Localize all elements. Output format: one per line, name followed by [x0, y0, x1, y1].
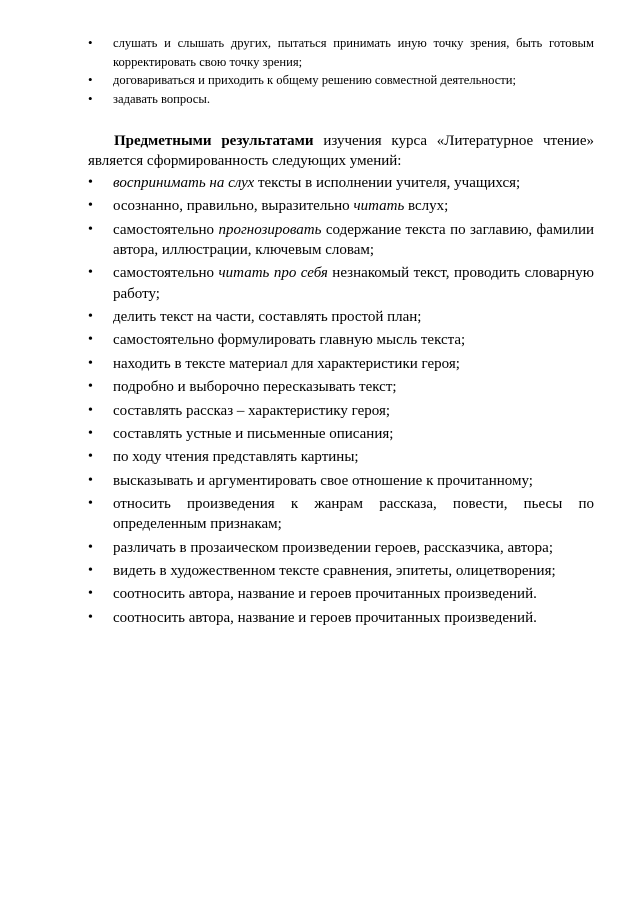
list-item-text: видеть в художественном тексте сравнения, эпитеты, олицетворения;	[113, 563, 556, 580]
list-item	[0, 90, 638, 109]
list-item	[0, 377, 638, 397]
bullet-icon: •	[88, 563, 93, 579]
list-item-emphasis: воспринимать на слух	[113, 175, 255, 191]
communicative-skills-list	[0, 34, 638, 108]
list-item-text: вслух;	[404, 198, 449, 215]
list-item-text: делить текст на части, составлять простой план;	[113, 308, 422, 325]
bullet-icon: •	[88, 332, 93, 348]
bullet-icon: •	[88, 221, 93, 237]
bullet-icon: •	[88, 72, 93, 87]
list-item-text: задавать вопросы.	[113, 91, 211, 106]
list-item-emphasis: читать	[353, 198, 405, 215]
list-item-text: относить произведения к жанрам рассказа, повести, пьесы по определенным признакам;	[113, 496, 594, 533]
list-item-text: высказывать и аргументировать свое отношение к прочитанному;	[113, 472, 533, 489]
list-item	[0, 307, 638, 327]
list-item-text: соотносить автора, название и героев прочитанных произведений.	[113, 609, 537, 626]
list-item-text: составлять устные и письменные описания;	[113, 425, 394, 442]
bullet-icon: •	[88, 198, 93, 214]
list-item	[0, 538, 638, 558]
list-item-text: находить в тексте материал для характеристики героя;	[113, 355, 460, 372]
list-item	[0, 424, 638, 444]
bullet-icon: •	[88, 496, 93, 512]
bullet-icon: •	[88, 449, 93, 465]
list-item-text: самостоятельно	[113, 265, 219, 282]
list-item	[0, 263, 638, 303]
list-item	[0, 584, 638, 604]
bullet-icon: •	[88, 402, 93, 418]
list-item	[0, 330, 638, 350]
list-item-emphasis: прогнозировать	[218, 221, 322, 238]
list-item-text: различать в прозаическом произведении героев, рассказчика, автора;	[113, 539, 553, 556]
list-item-emphasis: читать про себя	[218, 265, 328, 282]
list-item-text: слушать и слышать других, пытаться принимать иную точку зрения, быть готовым корректировать свою точку зрения;	[113, 36, 594, 69]
list-item	[0, 173, 638, 193]
list-item-text: составлять рассказ – характеристику героя;	[113, 402, 391, 419]
list-item-text: по ходу чтения представлять картины;	[113, 449, 359, 466]
bullet-icon: •	[88, 586, 93, 602]
paragraph-text: изучения курса «Литературное чтение» является сформированность следующих умений:	[88, 133, 594, 170]
subject-results-heading: Предметными результатами	[114, 133, 314, 149]
list-item	[0, 561, 638, 581]
list-item-text: соотносить автора, название и героев прочитанных произведений.	[113, 586, 537, 603]
list-item	[0, 220, 638, 260]
list-item	[0, 471, 638, 491]
bullet-icon: •	[88, 90, 93, 106]
subject-results-paragraph	[88, 131, 594, 171]
list-item-text: содержание текста по заглавию, фамилии автора, иллюстрации, ключевым словам;	[113, 221, 594, 258]
list-item	[0, 401, 638, 421]
bullet-icon: •	[88, 265, 93, 281]
list-item	[0, 447, 638, 467]
list-item-text: договариваться и приходить к общему решению совместной деятельности;	[113, 73, 517, 87]
list-item-text: осознанно, правильно, выразительно	[113, 198, 354, 215]
bullet-icon: •	[88, 609, 93, 625]
bullet-icon: •	[88, 379, 93, 395]
bullet-icon: •	[88, 425, 93, 441]
list-item	[0, 71, 638, 90]
list-item-text: незнакомый текст, проводить словарную работу;	[113, 265, 595, 302]
subject-skills-list	[0, 173, 638, 631]
bullet-icon: •	[88, 308, 93, 324]
list-item-text: подробно и выборочно пересказывать текст;	[113, 379, 397, 396]
bullet-icon: •	[88, 355, 93, 371]
list-item-text: самостоятельно формулировать главную мысль текста;	[113, 332, 466, 349]
bullet-icon: •	[88, 539, 93, 555]
list-item	[0, 34, 638, 71]
list-item	[0, 354, 638, 374]
bullet-icon: •	[88, 175, 93, 190]
list-item	[0, 494, 638, 534]
bullet-icon: •	[88, 35, 93, 50]
list-item	[0, 196, 638, 216]
list-item	[0, 608, 638, 628]
list-item-text: самостоятельно	[113, 221, 219, 238]
bullet-icon: •	[88, 472, 93, 488]
list-item-text: тексты в исполнении учителя, учащихся;	[254, 175, 521, 191]
